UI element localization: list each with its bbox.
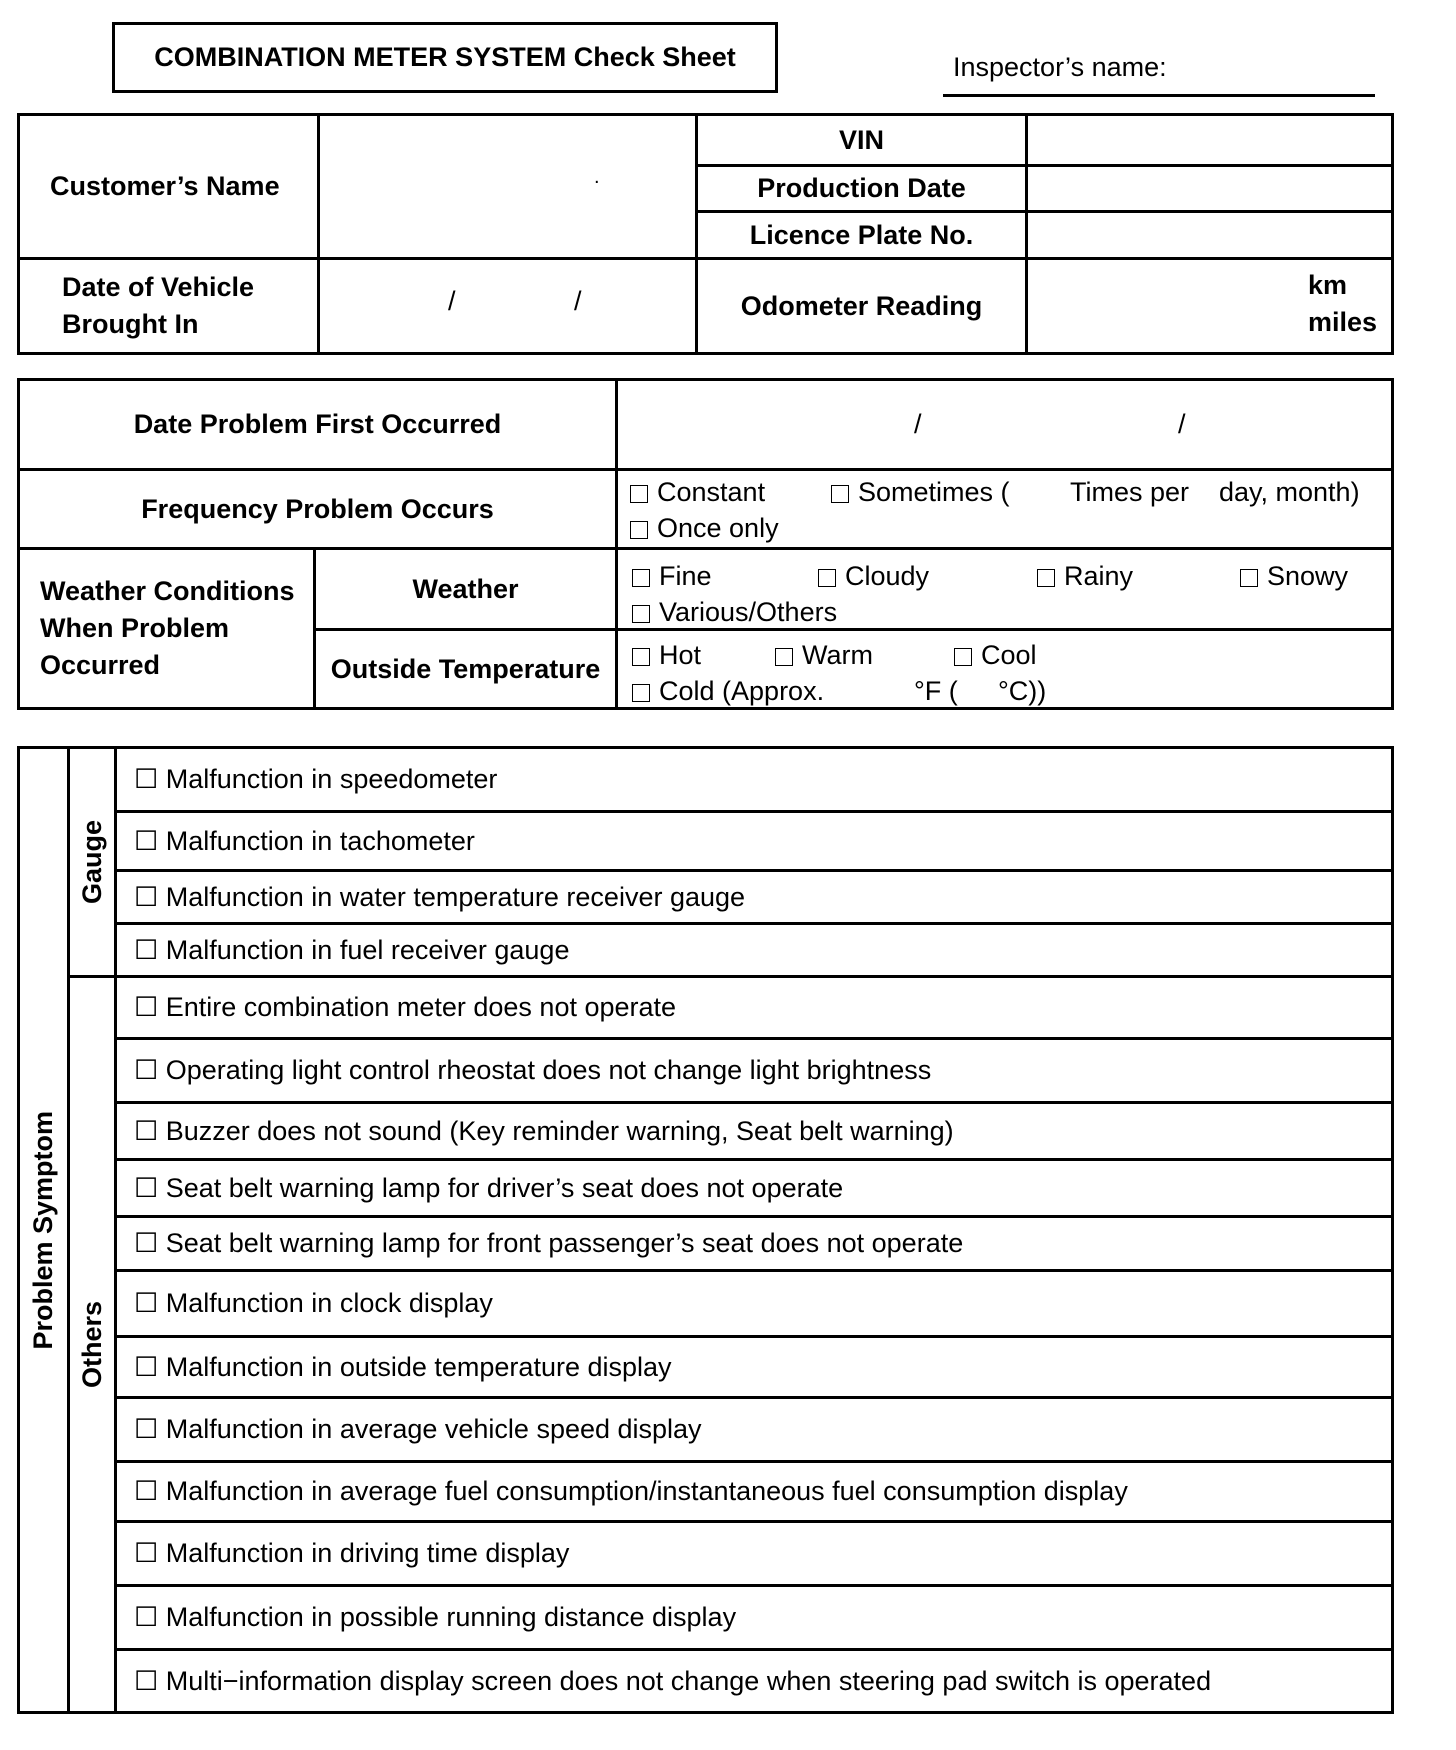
option-label: Cold (Approx. bbox=[659, 676, 825, 706]
day-month-label: day, month) bbox=[1219, 477, 1360, 507]
frequency-options bbox=[617, 470, 1393, 549]
checkbox-glyph[interactable]: ☐ bbox=[134, 1665, 159, 1696]
checkbox-glyph[interactable]: ☐ bbox=[134, 992, 159, 1022]
weather-conditions-line3: Occurred bbox=[40, 650, 161, 680]
symptom-text: Malfunction in speedometer bbox=[165, 764, 498, 794]
problem-symptom-table bbox=[17, 746, 1394, 1714]
problem-symptom-cell bbox=[19, 748, 69, 1713]
symptom-item[interactable] bbox=[116, 748, 1393, 812]
option-label: Various/Others bbox=[659, 597, 838, 627]
production-date-field[interactable] bbox=[1027, 166, 1393, 212]
option-label: Cloudy bbox=[845, 561, 930, 591]
licence-plate-label: Licence Plate No. bbox=[697, 212, 1027, 259]
frequency-label: Frequency Problem Occurs bbox=[19, 470, 617, 549]
temperature-options bbox=[617, 630, 1393, 709]
option-snowy[interactable] bbox=[1240, 561, 1348, 592]
date-first-occurred-field[interactable] bbox=[617, 380, 1393, 470]
weather-options bbox=[617, 549, 1393, 630]
date-brought-in-label-line1: Date of Vehicle bbox=[62, 272, 255, 302]
inspector-name-field[interactable] bbox=[943, 94, 1375, 97]
licence-plate-field[interactable] bbox=[1027, 212, 1393, 259]
checkbox-glyph[interactable]: ☐ bbox=[134, 1055, 159, 1085]
checkbox[interactable] bbox=[630, 485, 648, 503]
symptom-text: Malfunction in possible running distance display bbox=[165, 1602, 737, 1632]
symptom-text: Malfunction in driving time display bbox=[165, 1538, 570, 1568]
checkbox-glyph[interactable]: ☐ bbox=[134, 825, 159, 856]
symptom-item[interactable] bbox=[116, 812, 1393, 871]
checkbox-glyph[interactable]: ☐ bbox=[134, 881, 159, 912]
checkbox-glyph[interactable]: ☐ bbox=[134, 934, 159, 965]
option-sometimes[interactable] bbox=[831, 477, 1010, 508]
option-label: Cool bbox=[981, 640, 1037, 670]
symptom-item[interactable] bbox=[116, 1398, 1393, 1462]
symptom-item[interactable] bbox=[116, 1160, 1393, 1217]
odometer-field[interactable] bbox=[1027, 259, 1393, 354]
option-various[interactable] bbox=[632, 597, 837, 628]
symptom-item[interactable] bbox=[116, 1039, 1393, 1103]
checkbox[interactable] bbox=[831, 485, 849, 503]
checkbox[interactable] bbox=[1037, 569, 1055, 587]
odometer-label: Odometer Reading bbox=[697, 259, 1027, 354]
checkbox[interactable] bbox=[775, 648, 793, 666]
checkbox-glyph[interactable]: ☐ bbox=[134, 1228, 159, 1258]
times-per-label: Times per bbox=[1070, 477, 1190, 507]
symptom-text: Malfunction in average fuel consumption/instantaneous fuel consumption display bbox=[165, 1476, 1128, 1506]
symptom-text: Buzzer does not sound (Key reminder warning, Seat belt warning) bbox=[165, 1115, 954, 1146]
symptom-item[interactable] bbox=[116, 977, 1393, 1039]
unit-km: km bbox=[1308, 270, 1348, 300]
option-label: Rainy bbox=[1064, 561, 1134, 591]
checkbox[interactable] bbox=[818, 569, 836, 587]
checkbox-glyph[interactable]: ☐ bbox=[134, 1172, 159, 1203]
symptom-item[interactable] bbox=[116, 1103, 1393, 1160]
option-label: Fine bbox=[659, 561, 712, 591]
checkbox[interactable] bbox=[954, 648, 972, 666]
checkbox-glyph[interactable]: ☐ bbox=[134, 1351, 159, 1382]
symptom-text: Malfunction in average vehicle speed display bbox=[165, 1414, 702, 1444]
vin-field[interactable] bbox=[1027, 115, 1393, 166]
option-label: Constant bbox=[657, 477, 766, 507]
option-rainy[interactable] bbox=[1037, 561, 1133, 592]
checkbox[interactable] bbox=[632, 569, 650, 587]
checkbox-glyph[interactable]: ☐ bbox=[134, 764, 159, 794]
weather-conditions-line2: When Problem bbox=[40, 613, 230, 643]
date-first-occurred-label: Date Problem First Occurred bbox=[19, 380, 617, 470]
symptom-text: Malfunction in fuel receiver gauge bbox=[165, 934, 570, 965]
date-brought-in-field[interactable] bbox=[319, 259, 697, 354]
stray-mark: . bbox=[594, 166, 600, 188]
symptom-item[interactable] bbox=[116, 1217, 1393, 1271]
checkbox[interactable] bbox=[1240, 569, 1258, 587]
checkbox-glyph[interactable]: ☐ bbox=[134, 1414, 159, 1444]
symptom-text: Entire combination meter does not operate bbox=[165, 992, 677, 1022]
checkbox[interactable] bbox=[632, 605, 650, 623]
checkbox[interactable] bbox=[632, 684, 650, 702]
customer-name-field[interactable] bbox=[319, 115, 697, 259]
others-label: Others bbox=[76, 1300, 107, 1389]
date-separator: / bbox=[448, 286, 456, 316]
checkbox-glyph[interactable]: ☐ bbox=[134, 1476, 159, 1506]
customer-info-table bbox=[17, 113, 1394, 355]
symptom-item[interactable] bbox=[116, 1462, 1393, 1522]
symptom-text: Malfunction in clock display bbox=[165, 1288, 493, 1318]
weather-conditions-label bbox=[19, 549, 315, 709]
option-once-only[interactable] bbox=[630, 513, 779, 544]
date-separator: / bbox=[574, 286, 582, 316]
others-cell bbox=[69, 977, 116, 1713]
unit-miles: miles bbox=[1308, 307, 1378, 337]
option-label: Once only bbox=[657, 513, 779, 543]
weather-label: Weather bbox=[315, 549, 617, 630]
option-label: Hot bbox=[659, 640, 702, 670]
vin-label: VIN bbox=[697, 115, 1027, 166]
date-separator: / bbox=[1178, 409, 1186, 439]
option-fine[interactable] bbox=[632, 561, 712, 592]
deg-f-label: °F ( bbox=[914, 676, 958, 706]
production-date-label: Production Date bbox=[697, 166, 1027, 212]
page-title: COMBINATION METER SYSTEM Check Sheet bbox=[112, 22, 778, 93]
symptom-item[interactable] bbox=[116, 1271, 1393, 1337]
date-brought-in-label-line2: Brought In bbox=[62, 309, 199, 339]
symptom-text: Seat belt warning lamp for front passenger’s seat does not operate bbox=[165, 1228, 964, 1258]
checkbox[interactable] bbox=[632, 648, 650, 666]
option-cloudy[interactable] bbox=[818, 561, 929, 592]
option-label: Snowy bbox=[1267, 561, 1349, 591]
weather-conditions-line1: Weather Conditions bbox=[40, 576, 295, 606]
gauge-cell bbox=[69, 748, 116, 977]
symptom-item[interactable] bbox=[116, 1522, 1393, 1586]
problem-symptom-label: Problem Symptom bbox=[28, 1110, 58, 1350]
inspector-name-label: Inspector’s name: bbox=[953, 52, 1167, 82]
symptom-item[interactable] bbox=[116, 1650, 1393, 1713]
symptom-text: Malfunction in water temperature receiver gauge bbox=[165, 881, 746, 912]
gauge-label: Gauge bbox=[76, 819, 107, 905]
symptom-item[interactable] bbox=[116, 1586, 1393, 1650]
symptom-text: Multi−information display screen does not change when steering pad switch is operated bbox=[165, 1665, 1212, 1696]
symptom-text: Malfunction in outside temperature display bbox=[165, 1351, 672, 1382]
symptom-text: Malfunction in tachometer bbox=[165, 825, 475, 856]
symptom-item[interactable] bbox=[116, 924, 1393, 977]
date-separator: / bbox=[914, 409, 922, 439]
option-cold[interactable] bbox=[632, 676, 824, 707]
customer-name-label: Customer’s Name bbox=[19, 115, 319, 259]
checkbox-glyph[interactable]: ☐ bbox=[134, 1288, 159, 1318]
outside-temperature-label: Outside Temperature bbox=[315, 630, 617, 709]
option-label: Warm bbox=[802, 640, 873, 670]
option-constant[interactable] bbox=[630, 477, 765, 508]
conditions-table bbox=[17, 378, 1394, 710]
checkbox-glyph[interactable]: ☐ bbox=[134, 1538, 159, 1568]
deg-c-label: °C)) bbox=[998, 676, 1047, 706]
date-brought-in-label bbox=[19, 259, 319, 354]
checkbox[interactable] bbox=[630, 521, 648, 539]
symptom-text: Seat belt warning lamp for driver’s seat does not operate bbox=[165, 1172, 844, 1203]
option-cool[interactable] bbox=[954, 640, 1037, 671]
checkbox-glyph[interactable]: ☐ bbox=[134, 1115, 159, 1146]
symptom-item[interactable] bbox=[116, 871, 1393, 924]
symptom-item[interactable] bbox=[116, 1337, 1393, 1398]
option-hot[interactable] bbox=[632, 640, 701, 671]
option-label: Sometimes ( bbox=[858, 477, 1010, 507]
option-warm[interactable] bbox=[775, 640, 873, 671]
checkbox-glyph[interactable]: ☐ bbox=[134, 1602, 159, 1632]
symptom-text: Operating light control rheostat does not change light brightness bbox=[165, 1055, 932, 1085]
